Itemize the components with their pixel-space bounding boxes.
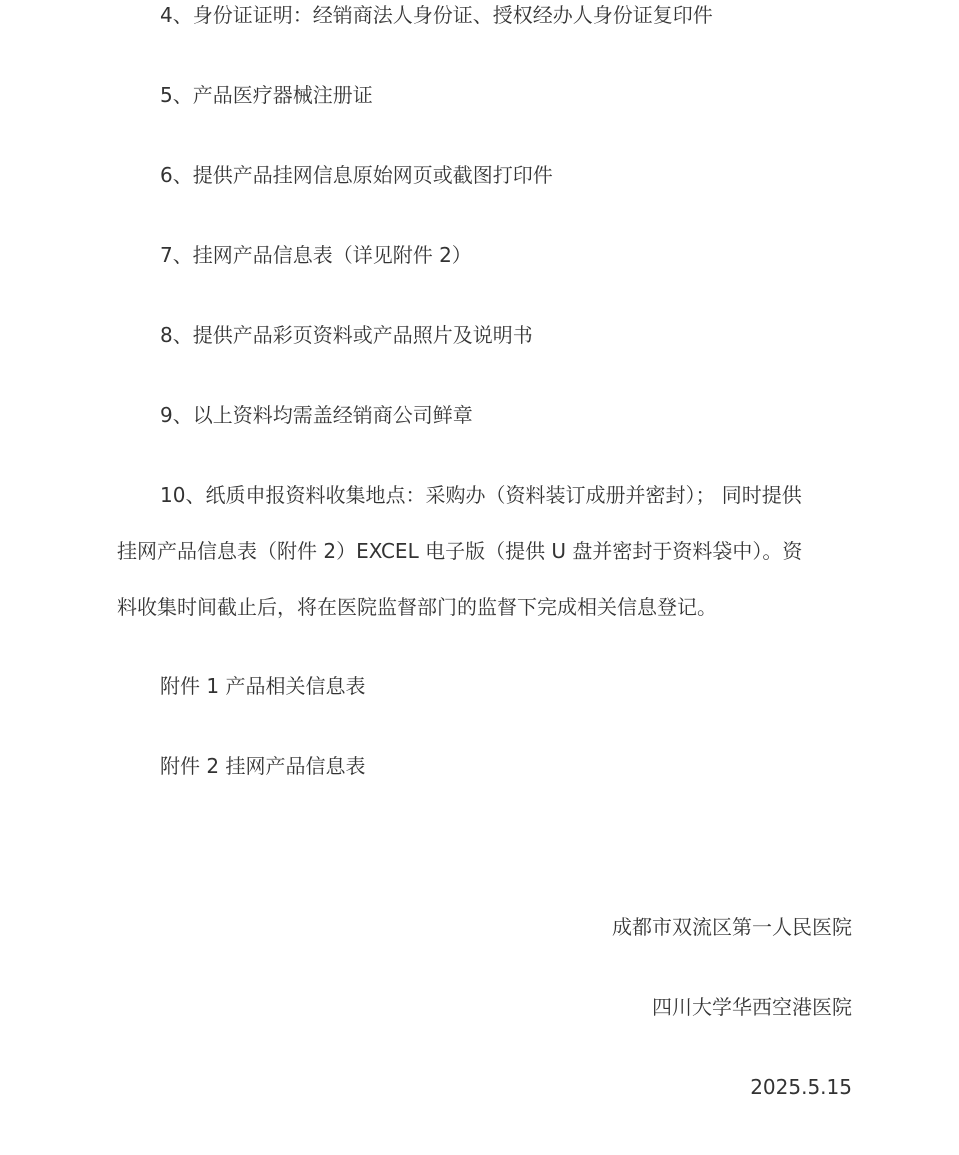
signature-org-2: 四川大学华西空港医院 [652,995,852,1019]
list-item-10-line-2: 挂网产品信息表（附件 2）EXCEL 电子版（提供 U 盘并密封于资料袋中）。资 [117,539,803,563]
attachment-2: 附件 2 挂网产品信息表 [160,754,366,778]
list-item-4: 4、身份证证明：经销商法人身份证、授权经办人身份证复印件 [160,3,713,27]
list-item-9: 9、以上资料均需盖经销商公司鲜章 [160,403,473,427]
list-item-5: 5、产品医疗器械注册证 [160,83,373,107]
signature-org-1: 成都市双流区第一人民医院 [612,915,852,939]
attachment-1: 附件 1 产品相关信息表 [160,674,366,698]
signature-date: 2025.5.15 [750,1075,852,1099]
list-item-10-line-3: 料收集时间截止后，将在医院监督部门的监督下完成相关信息登记。 [117,595,717,619]
list-item-8: 8、提供产品彩页资料或产品照片及说明书 [160,323,533,347]
list-item-7: 7、挂网产品信息表（详见附件 2） [160,243,472,267]
list-item-10-line-1: 10、纸质申报资料收集地点：采购办（资料装订成册并密封）； 同时提供 [160,483,802,507]
list-item-6: 6、提供产品挂网信息原始网页或截图打印件 [160,163,553,187]
